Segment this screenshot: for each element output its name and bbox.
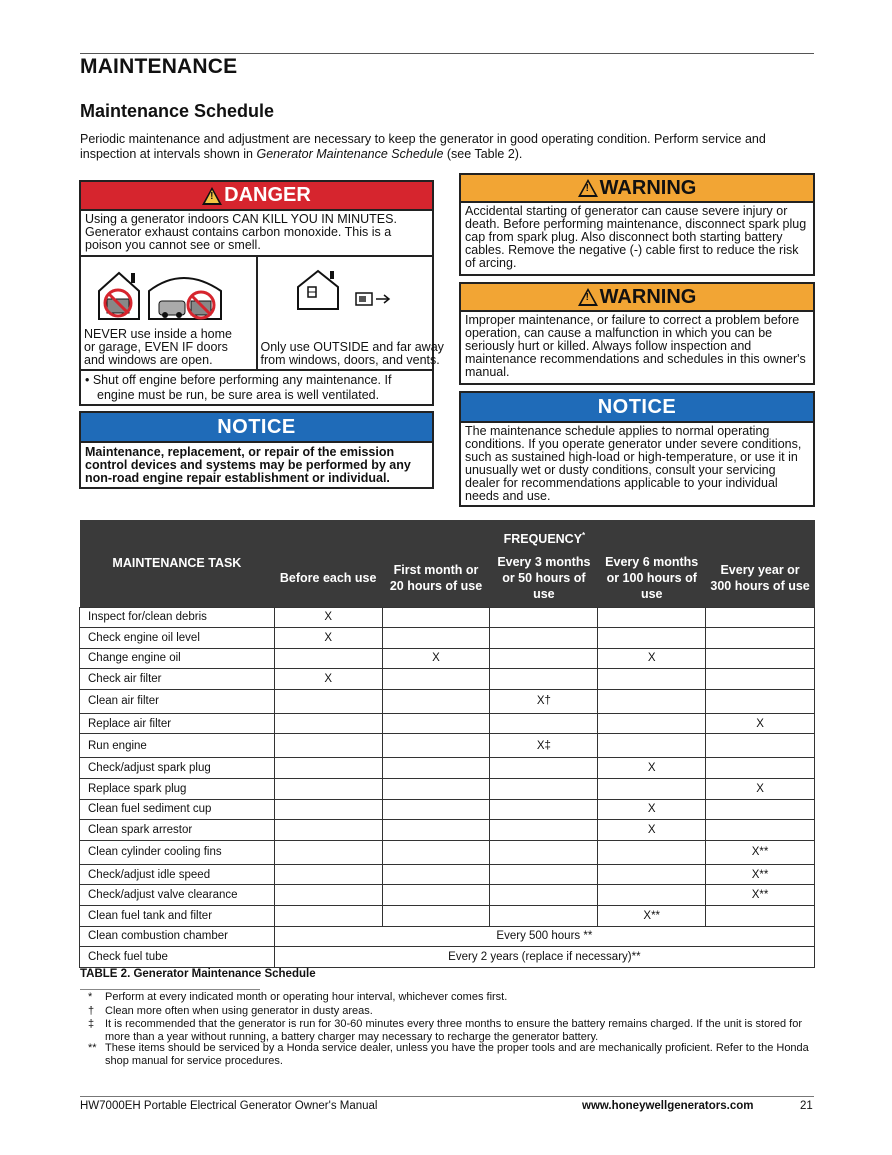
schedule-cell: X — [274, 607, 382, 628]
warning-label-2: WARNING — [599, 285, 697, 308]
schedule-cell — [382, 713, 490, 734]
outdoor-use-icon — [288, 263, 428, 323]
schedule-cell: X — [274, 628, 382, 649]
schedule-cell — [382, 799, 490, 820]
schedule-cell — [706, 648, 815, 669]
schedule-cell: X‡ — [490, 734, 598, 758]
page-title: MAINTENANCE — [80, 55, 238, 78]
task-cell: Check/adjust valve clearance — [80, 885, 275, 906]
schedule-cell: X† — [490, 689, 598, 713]
task-cell: Clean air filter — [80, 689, 275, 713]
notice-left-box — [79, 411, 434, 489]
schedule-cell — [490, 906, 598, 927]
schedule-cell — [382, 840, 490, 864]
schedule-cell: X** — [598, 906, 706, 927]
schedule-cell — [274, 779, 382, 800]
schedule-cell — [382, 906, 490, 927]
warning-text-1: Accidental starting of generator can cause severe injury or death. Before performing maintenance, disconnect spark plug cap from spark plug. Also disconnect both starting battery cables. Remove the negative (-) cable first to reduce the risk of arcing. — [465, 204, 807, 270]
warning-header-2 — [461, 284, 813, 312]
schedule-cell — [382, 628, 490, 649]
table-caption: TABLE 2. Generator Maintenance Schedule — [80, 968, 316, 980]
intro-paragraph: Periodic maintenance and adjustment are necessary to keep the generator in good operating condition. Perform service and inspection at intervals shown in Generator Maintenance Schedule (see Table 2). — [80, 132, 766, 161]
schedule-cell — [490, 758, 598, 779]
no-indoor-use-icon — [87, 263, 247, 323]
task-cell: Check fuel tube — [80, 947, 275, 968]
schedule-cell: X — [598, 820, 706, 841]
warning-text-2: Improper maintenance, or failure to correct a problem before operation, can cause a malfunction in which you can be seriously hurt or killed. Always follow inspection and maintenance recommendations and schedules in this owner's manual. — [465, 313, 806, 379]
warning-triangle-icon: ! — [202, 187, 222, 205]
indoor-pictogram — [81, 257, 256, 369]
schedule-cell — [490, 713, 598, 734]
table-row — [80, 820, 815, 841]
schedule-cell — [490, 779, 598, 800]
schedule-cell: X — [598, 758, 706, 779]
task-cell: Change engine oil — [80, 648, 275, 669]
schedule-cell — [598, 840, 706, 864]
warning-triangle-icon: ! — [578, 179, 598, 197]
schedule-cell — [598, 669, 706, 690]
schedule-cell — [274, 648, 382, 669]
notice-right-text: The maintenance schedule applies to normal operating conditions. If you operate generator under severe conditions, such as sustained high-load or high-temperature, or use it in unusually wet or dusty conditions, consult your servicing dealer for recommendations applicable to your individual needs and use. — [465, 424, 802, 503]
task-cell: Check/adjust spark plug — [80, 758, 275, 779]
schedule-cell — [382, 885, 490, 906]
footnote-text: It is recommended that the generator is run for 30-60 minutes every three months to ensure the battery remains charged. If the unit is stored for more than a year without running, a battery charger may necessary to recharge the generator battery. — [105, 1018, 803, 1043]
danger-header — [81, 182, 432, 211]
schedule-cell — [490, 885, 598, 906]
schedule-cell — [274, 864, 382, 885]
footer-url: www.honeywellgenerators.com — [582, 1100, 754, 1112]
schedule-cell — [274, 820, 382, 841]
schedule-cell — [490, 840, 598, 864]
schedule-cell: X** — [706, 864, 815, 885]
schedule-cell: X — [598, 648, 706, 669]
footnote-mark: ‡ — [88, 1018, 95, 1030]
schedule-cell — [274, 840, 382, 864]
footnote-mark: † — [88, 1005, 95, 1017]
schedule-cell: X** — [706, 840, 815, 864]
table-row — [80, 885, 815, 906]
schedule-cell — [598, 607, 706, 628]
task-cell: Check air filter — [80, 669, 275, 690]
task-cell: Check/adjust idle speed — [80, 864, 275, 885]
frequency-column-header: Every year or 300 hours of use — [706, 550, 815, 607]
schedule-cell — [382, 689, 490, 713]
table-row — [80, 648, 815, 669]
table-row — [80, 926, 815, 947]
task-cell: Run engine — [80, 734, 275, 758]
schedule-cell — [706, 734, 815, 758]
footnote-text: Perform at every indicated month or operating hour interval, whichever comes first. — [105, 991, 508, 1003]
notice-left-header: NOTICE — [81, 413, 432, 443]
task-column-header: MAINTENANCE TASK — [80, 520, 275, 607]
schedule-cell — [382, 864, 490, 885]
schedule-cell — [598, 713, 706, 734]
danger-label: DANGER — [224, 184, 311, 206]
table-row — [80, 734, 815, 758]
schedule-cell — [274, 713, 382, 734]
never-indoor-caption: NEVER use inside a home or garage, EVEN IF doors and windows are open. — [84, 327, 232, 367]
table-row — [80, 864, 815, 885]
schedule-cell — [706, 607, 815, 628]
schedule-cell — [598, 689, 706, 713]
outside-caption: Only use OUTSIDE and far away from windows, doors, and vents. — [260, 340, 444, 367]
task-cell: Clean cylinder cooling fins — [80, 840, 275, 864]
schedule-cell — [382, 607, 490, 628]
table-row — [80, 758, 815, 779]
table-row — [80, 713, 815, 734]
danger-box — [79, 180, 444, 406]
schedule-cell — [490, 607, 598, 628]
schedule-cell — [706, 799, 815, 820]
footnote-text: Clean more often when using generator in dusty areas. — [105, 1005, 373, 1017]
warning-box-2 — [459, 282, 815, 385]
schedule-cell: X — [274, 669, 382, 690]
warning-triangle-icon: ! — [578, 288, 598, 306]
frequency-column-header: Every 3 months or 50 hours of use — [490, 550, 598, 607]
schedule-cell — [274, 906, 382, 927]
warning-header-1 — [461, 175, 813, 203]
footnote — [88, 1042, 814, 1067]
maintenance-schedule-table — [79, 520, 815, 968]
schedule-cell — [490, 820, 598, 841]
task-cell: Clean fuel tank and filter — [80, 906, 275, 927]
table-row — [80, 607, 815, 628]
task-cell: Inspect for/clean debris — [80, 607, 275, 628]
schedule-cell — [382, 734, 490, 758]
footnote-mark: * — [88, 991, 93, 1003]
frequency-column-header: First month or 20 hours of use — [382, 550, 490, 607]
table-row — [80, 947, 815, 968]
schedule-cell — [706, 906, 815, 927]
section-title: Maintenance Schedule — [80, 101, 275, 121]
schedule-cell — [598, 779, 706, 800]
frequency-header: FREQUENCY* — [274, 520, 814, 550]
frequency-column-header: Every 6 months or 100 hours of use — [598, 550, 706, 607]
schedule-cell: X — [598, 799, 706, 820]
footnote-rule — [80, 989, 260, 990]
task-cell: Clean spark arrestor — [80, 820, 275, 841]
schedule-cell — [274, 689, 382, 713]
schedule-cell — [706, 689, 815, 713]
table-row — [80, 799, 815, 820]
table-row — [80, 689, 815, 713]
table-row — [80, 906, 815, 927]
page-number: 21 — [800, 1100, 813, 1112]
schedule-cell — [490, 628, 598, 649]
footnote-mark: ** — [88, 1042, 97, 1054]
task-cell: Replace spark plug — [80, 779, 275, 800]
table-row — [80, 779, 815, 800]
schedule-cell — [706, 669, 815, 690]
footer-rule — [80, 1096, 814, 1097]
danger-bullet: • Shut off engine before performing any maintenance. If engine must be run, be sure area is well ventilated. — [81, 369, 432, 404]
danger-pictograms — [81, 255, 444, 369]
footnote-text: These items should be serviced by a Honda service dealer, unless you have the proper tools and are mechanically proficient. Refer to the Honda shop manual for service procedures. — [105, 1042, 809, 1067]
schedule-cell — [490, 648, 598, 669]
notice-right-box — [459, 391, 815, 507]
schedule-cell: X** — [706, 885, 815, 906]
task-cell: Clean fuel sediment cup — [80, 799, 275, 820]
danger-text: Using a generator indoors CAN KILL YOU IN MINUTES. Generator exhaust contains carbon monoxide. This is a poison you cannot see or smell. — [85, 212, 397, 252]
notice-right-header: NOTICE — [461, 393, 813, 423]
schedule-cell — [274, 799, 382, 820]
footer-manual-title: HW7000EH Portable Electrical Generator Owner's Manual — [80, 1100, 378, 1112]
schedule-cell — [598, 734, 706, 758]
footnote — [88, 1018, 814, 1043]
schedule-cell — [706, 758, 815, 779]
schedule-cell — [274, 758, 382, 779]
footnote — [88, 1005, 814, 1018]
footnote — [88, 991, 814, 1004]
schedule-cell — [382, 758, 490, 779]
schedule-cell: X — [706, 779, 815, 800]
schedule-span-cell: Every 500 hours ** — [274, 926, 814, 947]
schedule-cell — [382, 669, 490, 690]
schedule-cell: X — [382, 648, 490, 669]
warning-box-1 — [459, 173, 815, 276]
schedule-span-cell: Every 2 years (replace if necessary)** — [274, 947, 814, 968]
schedule-cell — [382, 820, 490, 841]
schedule-cell — [490, 799, 598, 820]
schedule-cell — [490, 864, 598, 885]
schedule-cell — [382, 779, 490, 800]
top-rule — [80, 53, 814, 54]
schedule-cell — [274, 885, 382, 906]
outdoor-pictogram — [256, 257, 444, 369]
table-row — [80, 840, 815, 864]
notice-left-text: Maintenance, replacement, or repair of the emission control devices and systems may be performed by any non-road engine repair establishment or individual. — [85, 445, 411, 485]
schedule-cell — [598, 885, 706, 906]
table-row — [80, 628, 815, 649]
task-cell: Check engine oil level — [80, 628, 275, 649]
schedule-cell — [598, 628, 706, 649]
schedule-cell — [490, 669, 598, 690]
schedule-cell: X — [706, 713, 815, 734]
schedule-cell — [706, 628, 815, 649]
task-cell: Clean combustion chamber — [80, 926, 275, 947]
warning-label-1: WARNING — [599, 176, 697, 199]
task-cell: Replace air filter — [80, 713, 275, 734]
schedule-cell — [598, 864, 706, 885]
frequency-column-header: Before each use — [274, 550, 382, 607]
schedule-cell — [274, 734, 382, 758]
table-row — [80, 669, 815, 690]
schedule-cell — [706, 820, 815, 841]
